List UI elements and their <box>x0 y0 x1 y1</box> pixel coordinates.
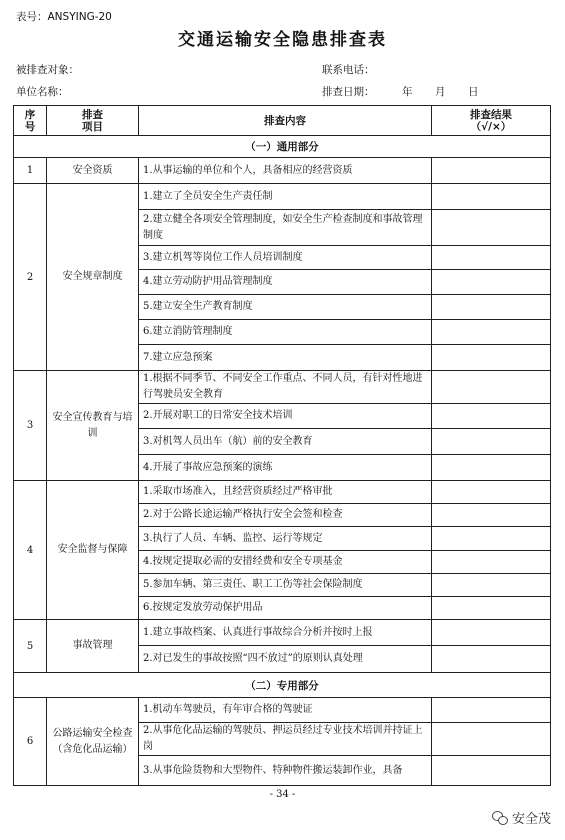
page-number: - 34 - <box>269 789 296 800</box>
section-title: （一）通用部分 <box>14 136 551 158</box>
wechat-icon <box>492 811 508 825</box>
date-year-label: 年 <box>402 86 413 98</box>
result-cell[interactable] <box>432 371 551 404</box>
result-cell[interactable] <box>432 320 551 345</box>
row-number: 3 <box>14 371 47 481</box>
table-body <box>14 136 551 786</box>
inspection-content: 4.开展了事故应急预案的演练 <box>139 455 432 481</box>
result-cell[interactable] <box>432 345 551 371</box>
inspection-content: 7.建立应急预案 <box>139 345 432 371</box>
inspection-content: 3.建立机驾等岗位工作人员培训制度 <box>139 246 432 270</box>
section-general <box>14 136 551 158</box>
result-cell[interactable] <box>432 184 551 210</box>
inspection-content: 2.对已发生的事故按照“四不放过”的原则认真处理 <box>139 646 432 673</box>
section-special <box>14 673 551 698</box>
table-header-row <box>14 106 551 136</box>
header-item: 排查 项目 <box>47 106 139 136</box>
row-number: 4 <box>14 481 47 620</box>
result-cell[interactable] <box>432 158 551 184</box>
inspection-item: 公路运输安全检查（含危化品运输） <box>47 698 139 786</box>
inspection-table <box>13 105 551 786</box>
inspection-content: 5.参加车辆、第三责任、职工工伤等社会保险制度 <box>139 574 432 597</box>
watermark <box>492 808 551 827</box>
date-month-label: 月 <box>435 86 446 98</box>
result-cell[interactable] <box>432 646 551 673</box>
result-cell[interactable] <box>432 723 551 756</box>
header-result: 排查结果 （√/×） <box>432 106 551 136</box>
page-title: 交通运输安全隐患排查表 <box>178 30 387 50</box>
inspection-content: 2.对于公路长途运输严格执行安全会签和检查 <box>139 504 432 527</box>
unit-name-label: 单位名称： <box>16 86 69 98</box>
table-row <box>14 158 551 184</box>
table-row <box>14 184 551 210</box>
table-row <box>14 481 551 504</box>
inspection-content: 5.建立安全生产教育制度 <box>139 295 432 320</box>
result-cell[interactable] <box>432 404 551 429</box>
date-day-label: 日 <box>468 86 479 98</box>
row-number: 6 <box>14 698 47 786</box>
result-cell[interactable] <box>432 504 551 527</box>
inspection-content: 1.根据不同季节、不同安全工作重点、不同人员，有针对性地进行驾驶员安全教育 <box>139 371 432 404</box>
result-cell[interactable] <box>432 527 551 551</box>
result-cell[interactable] <box>432 551 551 574</box>
table-row <box>14 698 551 723</box>
inspection-content: 4.按规定提取必需的安措经费和安全专项基金 <box>139 551 432 574</box>
inspection-content: 6.按规定发放劳动保护用品 <box>139 597 432 620</box>
row-number: 5 <box>14 620 47 673</box>
result-cell[interactable] <box>432 698 551 723</box>
phone-label: 联系电话： <box>322 64 375 76</box>
inspection-item: 安全资质 <box>47 158 139 184</box>
result-cell[interactable] <box>432 246 551 270</box>
result-cell[interactable] <box>432 481 551 504</box>
inspection-item: 安全监督与保障 <box>47 481 139 620</box>
inspection-content: 1.建立了全员安全生产责任制 <box>139 184 432 210</box>
inspection-content: 1.从事运输的单位和个人，具备相应的经营资质 <box>139 158 432 184</box>
result-cell[interactable] <box>432 270 551 295</box>
inspection-content: 3.从事危险货物和大型物件、特种物件搬运装卸作业，具备 <box>139 756 432 786</box>
inspected-object-label: 被排查对象： <box>16 64 79 76</box>
row-number: 1 <box>14 158 47 184</box>
inspection-content: 1.采取市场准入，且经营资质经过严格审批 <box>139 481 432 504</box>
result-cell[interactable] <box>432 295 551 320</box>
result-cell[interactable] <box>432 455 551 481</box>
inspection-content: 2.建立健全各项安全管理制度，如安全生产检查制度和事故管理制度 <box>139 210 432 246</box>
inspection-item: 安全宣传教育与培训 <box>47 371 139 481</box>
inspection-content: 2.开展对职工的日常安全技术培训 <box>139 404 432 429</box>
form-number: 表号：ANSYING-20 <box>16 11 112 23</box>
watermark-text: 安全茂 <box>511 812 551 827</box>
inspection-content: 6.建立消防管理制度 <box>139 320 432 345</box>
row-number: 2 <box>14 184 47 371</box>
table-row <box>14 620 551 646</box>
section-title: （二）专用部分 <box>14 673 551 698</box>
result-cell[interactable] <box>432 620 551 646</box>
inspection-item: 安全规章制度 <box>47 184 139 371</box>
result-cell[interactable] <box>432 597 551 620</box>
inspection-content: 3.对机驾人员出车（航）前的安全教育 <box>139 429 432 455</box>
result-cell[interactable] <box>432 210 551 246</box>
result-cell[interactable] <box>432 756 551 786</box>
inspection-item: 事故管理 <box>47 620 139 673</box>
header-no: 序 号 <box>14 106 47 136</box>
inspection-content: 1.建立事故档案、认真进行事故综合分析并按时上报 <box>139 620 432 646</box>
header-content: 排查内容 <box>139 106 432 136</box>
inspection-content: 4.建立劳动防护用品管理制度 <box>139 270 432 295</box>
result-cell[interactable] <box>432 429 551 455</box>
inspection-content: 1.机动车驾驶员，有年审合格的驾驶证 <box>139 698 432 723</box>
inspection-content: 2.从事危化品运输的驾驶员、押运员经过专业技术培训并持证上岗 <box>139 723 432 756</box>
inspection-date-label: 排查日期： <box>322 86 375 98</box>
table-row <box>14 371 551 404</box>
result-cell[interactable] <box>432 574 551 597</box>
inspection-content: 3.执行了人员、车辆、监控、运行等规定 <box>139 527 432 551</box>
